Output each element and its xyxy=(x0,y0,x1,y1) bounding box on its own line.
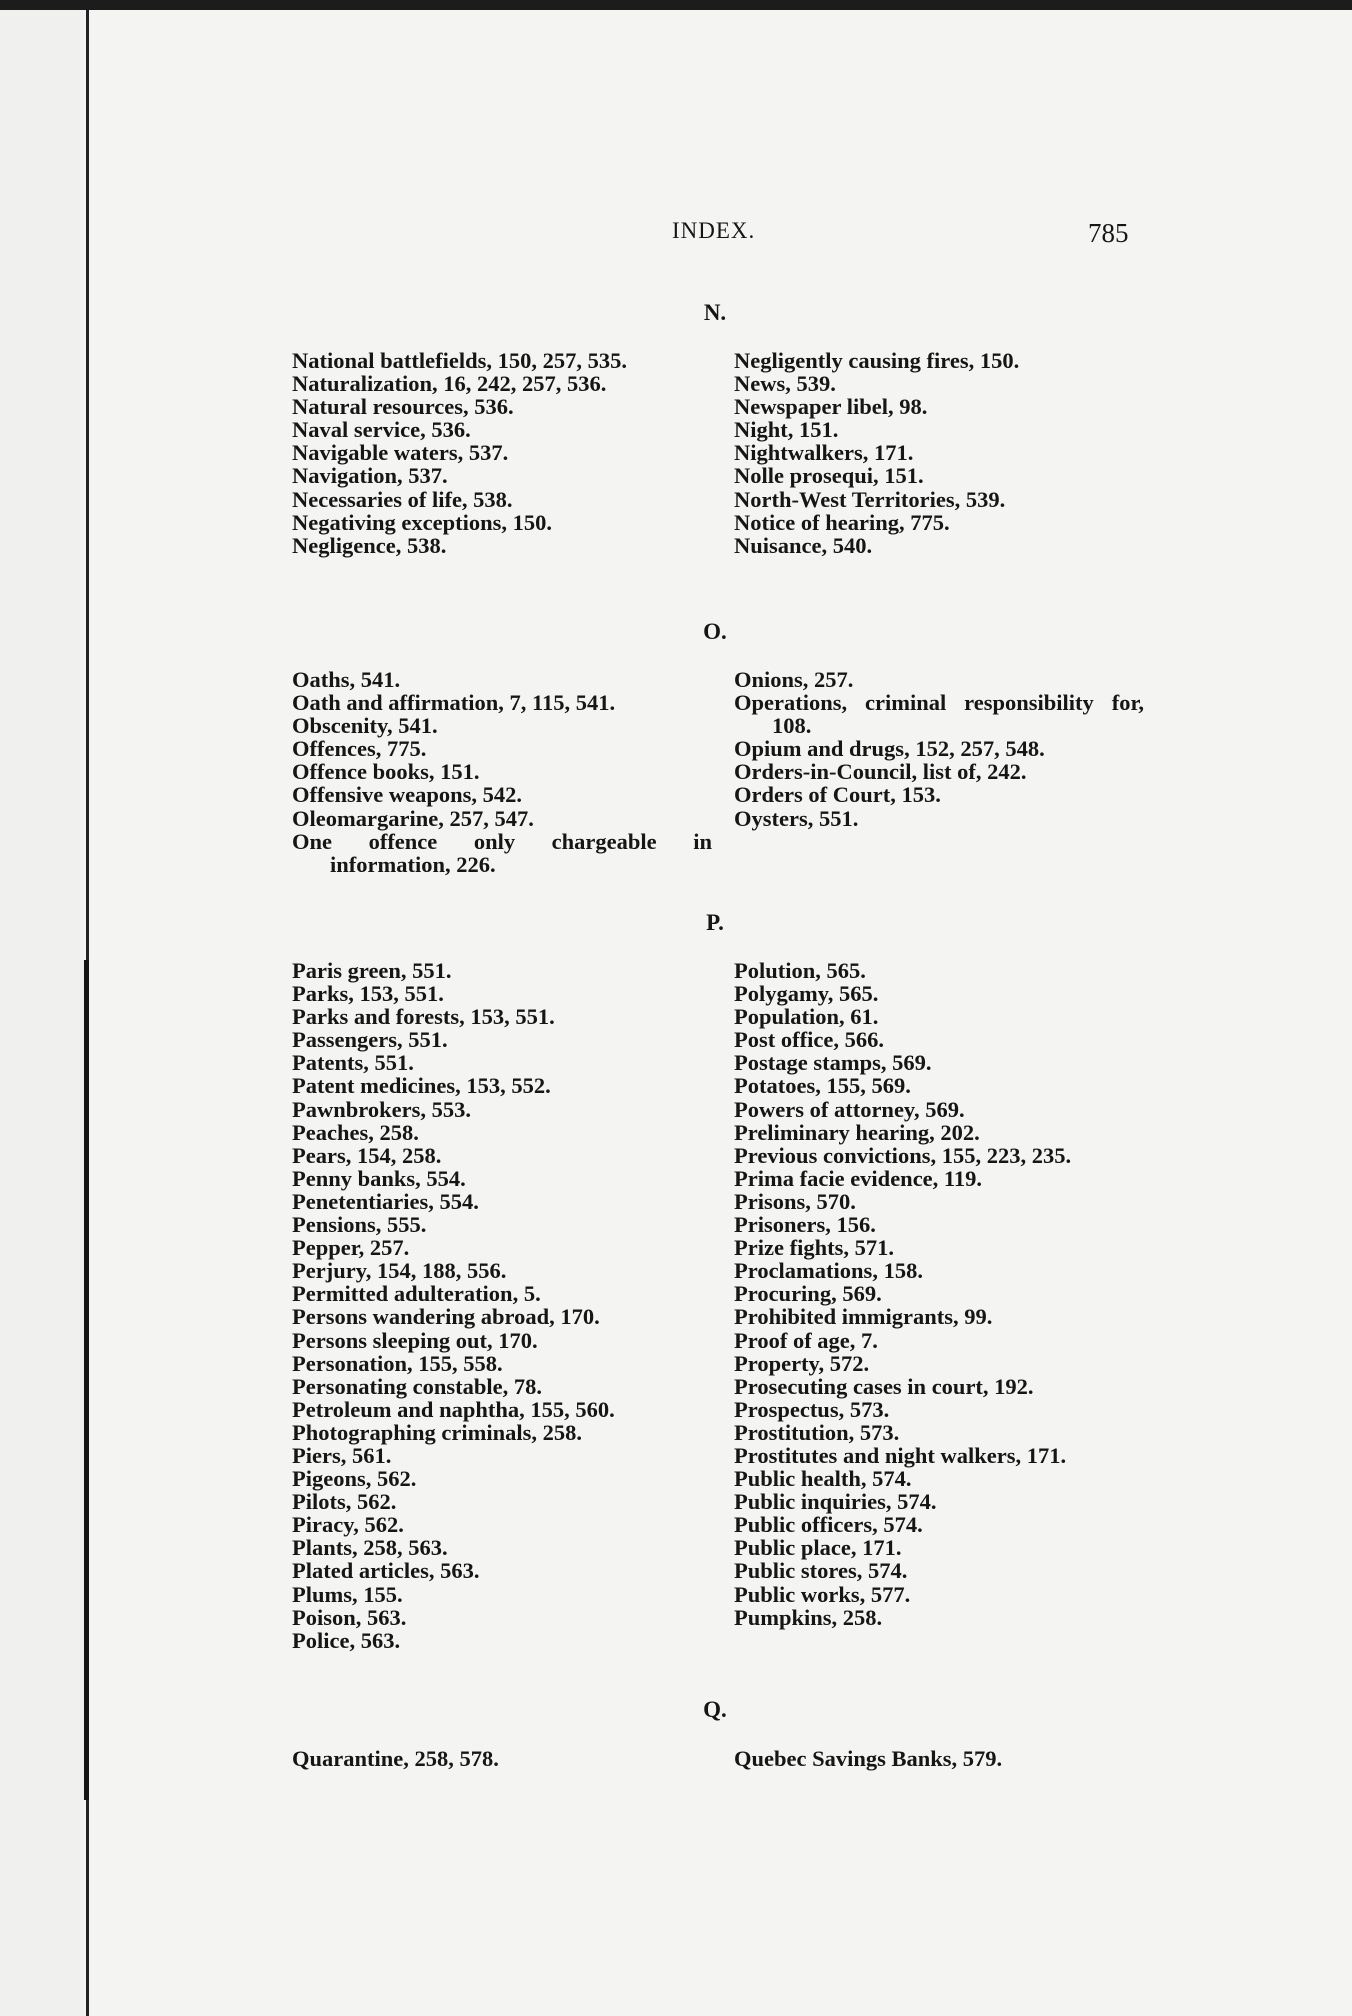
index-entry: Patent medicines, 153, 552. xyxy=(292,1073,551,1099)
binding-line-shadow xyxy=(84,960,89,1800)
index-entry: Pears, 154, 258. xyxy=(292,1142,442,1168)
index-entry: National battlefields, 150, 257, 535. xyxy=(292,348,627,373)
index-entry: Passengers, 551. xyxy=(292,1027,448,1053)
index-entry: North-West Territories, 539. xyxy=(734,486,1006,512)
section-letter: O. xyxy=(703,619,727,644)
index-column-right xyxy=(734,959,1144,1629)
index-entry: Persons sleeping out, 170. xyxy=(292,1327,538,1353)
index-entry: Prima facie evidence, 119. xyxy=(734,1165,983,1191)
index-entry: Perjury, 154, 188, 556. xyxy=(292,1258,507,1284)
index-entry: Parks, 153, 551. xyxy=(292,981,444,1007)
index-entry: Personation, 155, 558. xyxy=(292,1350,503,1376)
index-column-right xyxy=(734,668,1144,830)
page-header xyxy=(0,218,1352,250)
index-entry: Post office, 566. xyxy=(734,1027,884,1053)
index-entry: Prostitution, 573. xyxy=(734,1419,900,1445)
index-entry: Navigation, 537. xyxy=(292,463,448,489)
index-entry: Public place, 171. xyxy=(734,1535,902,1561)
index-entry: Necessaries of life, 538. xyxy=(292,486,513,512)
index-entry: Procuring, 569. xyxy=(734,1281,882,1307)
index-entry: Offensive weapons, 542. xyxy=(292,782,522,808)
section-letter: Q. xyxy=(703,1697,727,1722)
index-entry: Night, 151. xyxy=(734,417,839,443)
index-entry: Prohibited immigrants, 99. xyxy=(734,1304,993,1330)
index-entry: Postage stamps, 569. xyxy=(734,1050,932,1076)
index-entry: Negativing exceptions, 150. xyxy=(292,509,552,535)
index-entry: Quebec Savings Banks, 579. xyxy=(734,1746,1003,1771)
index-entry: Offence books, 151. xyxy=(292,759,480,785)
index-entry: Permitted adulteration, 5. xyxy=(292,1281,541,1307)
index-entry: Proclamations, 158. xyxy=(734,1258,923,1284)
index-entry: Piers, 561. xyxy=(292,1442,392,1468)
page-number: 785 xyxy=(1088,218,1129,248)
index-entry: One offence only chargeable in information, 226. xyxy=(292,828,712,877)
index-entry: Quarantine, 258, 578. xyxy=(292,1746,499,1771)
index-entry: Public stores, 574. xyxy=(734,1558,908,1584)
index-entry: Persons wandering abroad, 170. xyxy=(292,1304,600,1330)
index-entry: Plated articles, 563. xyxy=(292,1558,480,1584)
index-entry: Prisoners, 156. xyxy=(734,1212,876,1238)
index-entry: Prosecuting cases in court, 192. xyxy=(734,1373,1034,1399)
index-entry: Plums, 155. xyxy=(292,1581,403,1607)
index-entry: Peaches, 258. xyxy=(292,1119,419,1145)
scan-top-edge xyxy=(0,0,1352,10)
index-entry: Personating constable, 78. xyxy=(292,1373,542,1399)
index-entry: Notice of hearing, 775. xyxy=(734,509,950,535)
index-entry: Pensions, 555. xyxy=(292,1212,427,1238)
index-entry: Newspaper libel, 98. xyxy=(734,394,928,420)
index-entry: Police, 563. xyxy=(292,1627,401,1653)
index-entry: Onions, 257. xyxy=(734,667,854,692)
index-entry: Population, 61. xyxy=(734,1004,879,1030)
index-entry: Parks and forests, 153, 551. xyxy=(292,1004,555,1030)
index-column-left xyxy=(292,349,712,557)
index-entry: Opium and drugs, 152, 257, 548. xyxy=(734,736,1045,762)
index-entry: Obscenity, 541. xyxy=(292,713,438,739)
index-entry: Penny banks, 554. xyxy=(292,1165,466,1191)
index-entry: Oath and affirmation, 7, 115, 541. xyxy=(292,690,616,716)
section-letter: N. xyxy=(703,300,727,325)
index-entry: Preliminary hearing, 202. xyxy=(734,1119,980,1145)
index-entry: Oaths, 541. xyxy=(292,667,401,692)
index-entry: Pepper, 257. xyxy=(292,1235,410,1261)
section-letter: P. xyxy=(706,910,724,935)
index-entry: Orders of Court, 153. xyxy=(734,782,941,808)
index-entry: Navigable waters, 537. xyxy=(292,440,509,466)
index-entry: Negligence, 538. xyxy=(292,532,447,558)
index-entry: Potatoes, 155, 569. xyxy=(734,1073,911,1099)
index-column-right xyxy=(734,349,1144,557)
index-column-left xyxy=(292,1747,712,1770)
index-entry: Nightwalkers, 171. xyxy=(734,440,914,466)
index-entry: Previous convictions, 155, 223, 235. xyxy=(734,1142,1072,1168)
index-column-left xyxy=(292,668,712,876)
index-entry: Penetentiaries, 554. xyxy=(292,1188,479,1214)
index-entry: Pawnbrokers, 553. xyxy=(292,1096,471,1122)
index-entry: Poison, 563. xyxy=(292,1604,407,1630)
index-entry: Polution, 565. xyxy=(734,958,866,983)
index-entry: Photographing criminals, 258. xyxy=(292,1419,583,1445)
index-entry: Orders-in-Council, list of, 242. xyxy=(734,759,1027,785)
index-entry: Paris green, 551. xyxy=(292,958,452,983)
index-entry: News, 539. xyxy=(734,371,836,397)
index-entry: Pumpkins, 258. xyxy=(734,1604,883,1630)
index-entry: Public inquiries, 574. xyxy=(734,1489,937,1515)
index-entry: Public works, 577. xyxy=(734,1581,911,1607)
index-entry: Natural resources, 536. xyxy=(292,394,514,420)
index-entry: Proof of age, 7. xyxy=(734,1327,878,1353)
index-entry: Petroleum and naphtha, 155, 560. xyxy=(292,1396,615,1422)
index-entry: Property, 572. xyxy=(734,1350,870,1376)
index-entry: Offences, 775. xyxy=(292,736,427,762)
index-entry: Operations, criminal responsibility for, 108. xyxy=(734,690,1144,739)
index-entry: Negligently causing fires, 150. xyxy=(734,348,1020,373)
index-column-left xyxy=(292,959,712,1652)
index-entry: Oysters, 551. xyxy=(734,805,859,831)
index-entry: Prisons, 570. xyxy=(734,1188,856,1214)
index-entry: Plants, 258, 563. xyxy=(292,1535,448,1561)
index-entry: Prostitutes and night walkers, 171. xyxy=(734,1442,1067,1468)
index-entry: Prize fights, 571. xyxy=(734,1235,894,1261)
index-entry: Nolle prosequi, 151. xyxy=(734,463,924,489)
index-entry: Naval service, 536. xyxy=(292,417,471,443)
index-entry: Pilots, 562. xyxy=(292,1489,397,1515)
index-entry: Public health, 574. xyxy=(734,1466,912,1492)
index-entry: Prospectus, 573. xyxy=(734,1396,890,1422)
index-entry: Nuisance, 540. xyxy=(734,532,873,558)
index-entry: Piracy, 562. xyxy=(292,1512,404,1538)
index-entry: Public officers, 574. xyxy=(734,1512,923,1538)
index-entry: Powers of attorney, 569. xyxy=(734,1096,965,1122)
index-column-right xyxy=(734,1747,1144,1770)
running-head: INDEX. xyxy=(672,218,756,243)
index-entry: Naturalization, 16, 242, 257, 536. xyxy=(292,371,607,397)
index-entry: Oleomargarine, 257, 547. xyxy=(292,805,534,831)
index-entry: Polygamy, 565. xyxy=(734,981,879,1007)
index-entry: Pigeons, 562. xyxy=(292,1466,417,1492)
index-entry: Patents, 551. xyxy=(292,1050,414,1076)
